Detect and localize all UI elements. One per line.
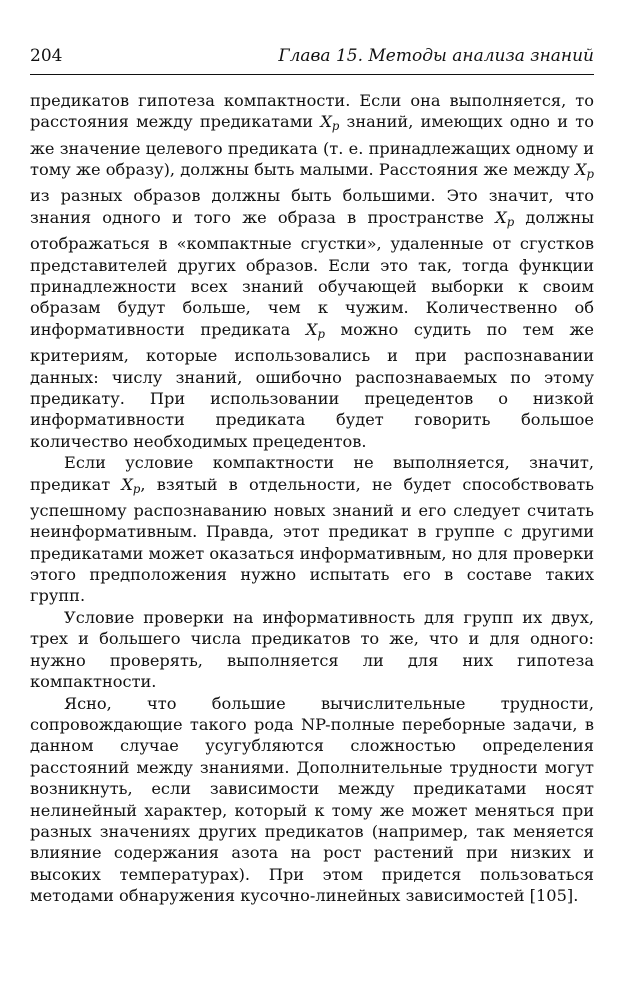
math-var-xp: $X_p$ [575, 160, 594, 182]
paragraph-1 [30, 90, 594, 452]
running-header [30, 44, 594, 75]
math-var-xp: $X_p$ [320, 112, 340, 134]
text-segment: , взятый в отдельности, не будет способствовать успешному распознаванию новых знаний и его следует считать неинформативным. Правда, этот предикат в группе с другими предикатами может оказаться информативным, но для проверки этого предположения нужно испытать его в составе таких групп. [30, 474, 594, 606]
page-number: 204 [30, 46, 63, 66]
running-title: Глава 15. Методы анализа знаний [278, 46, 594, 66]
paragraph-3: Условие проверки на информативность для групп их двух, трех и большего числа предикатов то же, что и для одного: нужно проверять, выполняется ли для них гипотеза компактности. [30, 607, 594, 692]
text-segment: предикатов гипотеза компактности. Если она выполняется, то расстояния между предикатами [30, 91, 594, 132]
text-segment: Если условие компактности не выполняется, значит, предикат [30, 453, 594, 494]
paragraph-4: Ясно, что большие вычислительные трудности, сопровождающие такого рода NP-полные переборные задачи, в данном случае усугубляются сложностью определения расстояний между знаниями. Дополнительные трудности могут возникнуть, если зависимости между предикатами носят нелинейный характер, который к тому же может меняться при разных значениях других предикатов (например, так меняется влияние содержания азота на рост растений при низких и высоких температурах). При этом придется пользоваться методами обнаружения кусочно-линейных зависимостей [105]. [30, 693, 594, 906]
text-segment: знаний, имеющих одно и то же значение целевого предиката (т. е. принадлежащих одному и тому же образу), должны быть малыми. Расстояния же между [30, 112, 594, 180]
paragraph-2 [30, 452, 594, 607]
math-var-xp: $X_p$ [495, 207, 515, 229]
text-segment: из разных образов должны быть большими. Это значит, что знания одного и того же образа в пространстве [30, 186, 594, 227]
text-segment: должны отображаться в «компактные сгустки», удаленные от сгустков представителей других образов. Если это так, тогда функции принадлежности всех знаний обучающей выборки к своим образам будут больше, чем к чужим. Количественно об информативности предиката [30, 207, 594, 339]
text-segment: можно судить по тем же критериям, которые использовались и при распознавании данных: числу знаний, ошибочно распознаваемых по этому предикату. При использовании прецедентов о низкой информативности предиката будет говорить большое количество необходимых прецедентов. [30, 319, 594, 451]
math-var-xp: $X_p$ [305, 319, 325, 341]
math-var-xp: $X_p$ [121, 474, 141, 496]
body-text [30, 90, 594, 907]
